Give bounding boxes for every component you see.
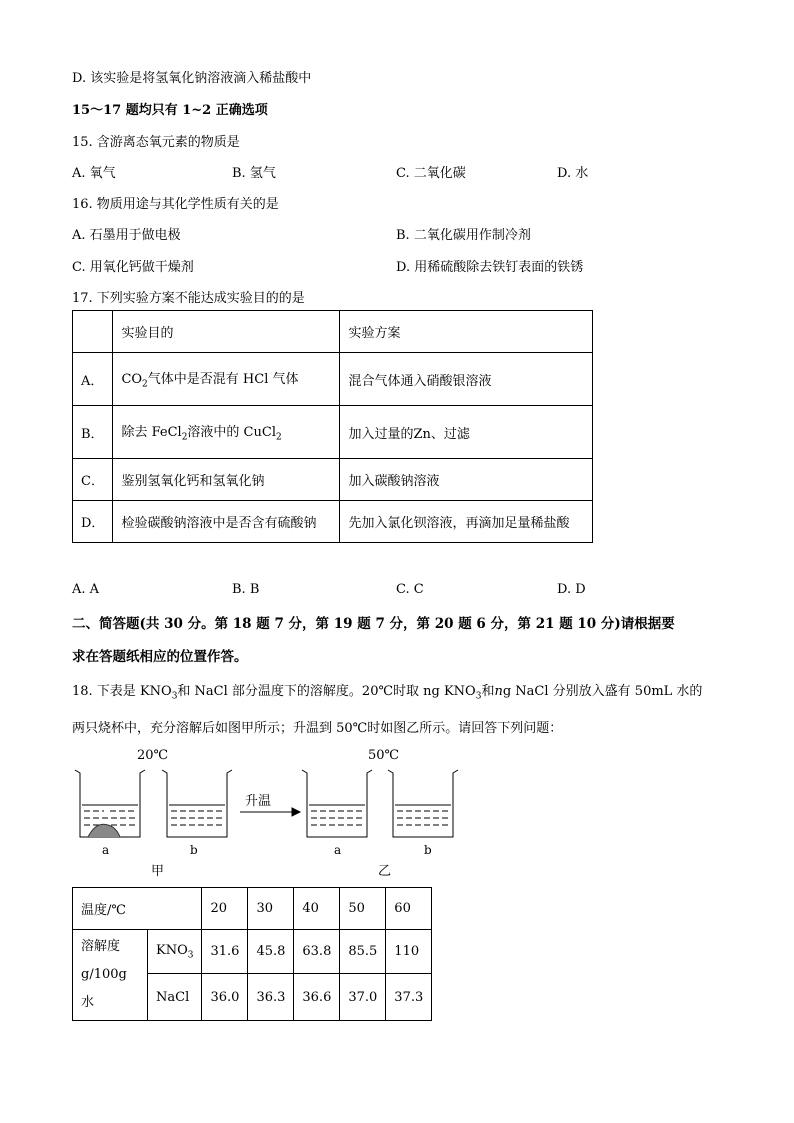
kno3-cell: 31.6 (202, 930, 248, 974)
row-label: B． (73, 406, 113, 459)
kno3-text: KNO (156, 942, 188, 958)
nacl-label: NaCl (148, 974, 202, 1021)
q17-option-b[interactable]: B. B (232, 582, 260, 597)
temp-cell: 50 (340, 888, 386, 930)
table-row (73, 888, 432, 930)
table-header-row (73, 311, 593, 353)
goal-sub: 2 (142, 379, 148, 390)
section2-title-line1: 二、简答题(共 30 分。第 18 题 7 分，第 19 题 7 分，第 20 题 6 分，第 21 题 10 分)请根据要 (72, 616, 675, 632)
header-cell-plan: 实验方案 (340, 311, 593, 353)
q15-option-c[interactable]: C. 二氧化碳 (396, 166, 466, 181)
section2-title-line2: 求在答题纸相应的位置作答。 (72, 649, 248, 665)
arrow-label: 升温 (245, 794, 272, 809)
table-row (73, 353, 593, 406)
q16-option-a[interactable]: A. 石墨用于做电极 (72, 228, 181, 243)
group-label-jia: 甲 (151, 864, 165, 879)
q18-text: 和 NaCl 部分温度下的溶解度。20℃时取 ng KNO (177, 684, 476, 699)
beaker-label-b: b (190, 843, 198, 857)
temp-cell: 20 (202, 888, 248, 930)
header-cell-empty (73, 311, 113, 353)
beaker-a-20 (75, 770, 145, 837)
goal-text: CO (121, 372, 143, 388)
beaker-label-a: a (334, 843, 342, 857)
nacl-cell: 36.6 (294, 974, 340, 1021)
q18-line1 (72, 680, 702, 702)
q18-text: 18. 下表是 KNO (72, 684, 172, 699)
nacl-cell: 37.0 (340, 974, 386, 1021)
q17-option-d[interactable]: D. D (557, 582, 586, 597)
nacl-cell: 37.3 (386, 974, 432, 1021)
q14-option-d: D. 该实验是将氢氧化钠溶液滴入稀盐酸中 (72, 71, 312, 86)
beaker-label-b: b (424, 843, 432, 857)
kno3-sub: 3 (187, 950, 194, 961)
row-label: C． (73, 459, 113, 501)
kno3-cell: 63.8 (294, 930, 340, 974)
q16-option-d[interactable]: D. 用稀硫酸除去铁钉表面的铁锈 (396, 260, 584, 275)
q17-table (72, 310, 593, 543)
row-plan: 先加入氯化钡溶液，再滴加足量稀盐酸 (340, 501, 593, 543)
q18-text: g NaCl 分别放入盛有 50mL 水的 (502, 684, 703, 699)
q16-stem: 16. 物质用途与其化学性质有关的是 (72, 197, 279, 212)
q18-line2: 两只烧杯中，充分溶解后如图甲所示；升温到 50℃时如图乙所示。请回答下列问题： (72, 721, 563, 736)
row-plan: 加入碳酸钠溶液 (340, 459, 593, 501)
solubility-table (72, 887, 432, 1021)
kno3-label (148, 930, 202, 974)
row-goal (113, 353, 340, 406)
row-label: D． (73, 501, 113, 543)
q18-var-n: n (494, 684, 503, 699)
row-plan: 加入过量的Zn、过滤 (340, 406, 593, 459)
kno3-cell: 85.5 (340, 930, 386, 974)
goal-sub: 2 (275, 432, 282, 443)
temp-cell: 40 (294, 888, 340, 930)
row-goal (113, 406, 340, 459)
goal-text: 气体中是否混有 HCl 气体 (147, 372, 299, 388)
q18-sub: 3 (171, 691, 178, 702)
solubility-label (73, 930, 148, 1021)
temp-label-50: 50℃ (368, 748, 400, 763)
q17-stem: 17. 下列实验方案不能达成实验目的的是 (72, 291, 305, 306)
solubility-label-line1: 溶解度 (81, 939, 121, 954)
kno3-cell: 110 (386, 930, 432, 974)
q18-text: 和 (481, 684, 495, 699)
q15-option-d[interactable]: D. 水 (557, 166, 589, 181)
table-row (73, 459, 593, 501)
q17-option-c[interactable]: C. C (396, 582, 424, 597)
header-cell-goal: 实验目的 (113, 311, 340, 353)
q16-option-b[interactable]: B. 二氧化碳用作制冷剂 (396, 228, 531, 243)
goal-text: 溶液中的 CuCl (187, 425, 276, 441)
q15-option-b[interactable]: B. 氢气 (232, 166, 276, 181)
temp-header: 温度/℃ (73, 888, 202, 930)
q17-option-a[interactable]: A. A (72, 582, 100, 597)
temp-cell: 30 (248, 888, 294, 930)
row-goal: 鉴别氢氧化钙和氢氧化钠 (113, 459, 340, 501)
goal-text: 除去 FeCl (121, 425, 182, 441)
table-row (73, 501, 593, 543)
nacl-cell: 36.0 (202, 974, 248, 1021)
heating-arrow (240, 808, 300, 816)
kno3-cell: 45.8 (248, 930, 294, 974)
q18-sub: 3 (475, 691, 482, 702)
nacl-cell: 36.3 (248, 974, 294, 1021)
beaker-b-50 (388, 770, 458, 837)
beaker-label-a: a (102, 843, 110, 857)
beaker-b-20 (162, 770, 232, 837)
row-goal: 检验碳酸钠溶液中是否含有硫酸钠 (113, 501, 340, 543)
table-row (73, 406, 593, 459)
section-note: 15～17 题均只有 1~2 正确选项 (72, 103, 268, 118)
solubility-label-line2: g/100g 水 (81, 967, 127, 1010)
goal-sub: 2 (181, 432, 188, 443)
q16-option-c[interactable]: C. 用氧化钙做干燥剂 (72, 260, 194, 275)
row-label: A． (73, 353, 113, 406)
table-row (73, 930, 432, 974)
temp-label-20: 20℃ (137, 748, 169, 763)
row-plan: 混合气体通入硝酸银溶液 (340, 353, 593, 406)
beaker-a-50 (302, 770, 372, 837)
temp-cell: 60 (386, 888, 432, 930)
q15-option-a[interactable]: A. 氧气 (72, 166, 116, 181)
q15-stem: 15. 含游离态氧元素的物质是 (72, 135, 240, 150)
group-label-yi: 乙 (378, 864, 392, 879)
